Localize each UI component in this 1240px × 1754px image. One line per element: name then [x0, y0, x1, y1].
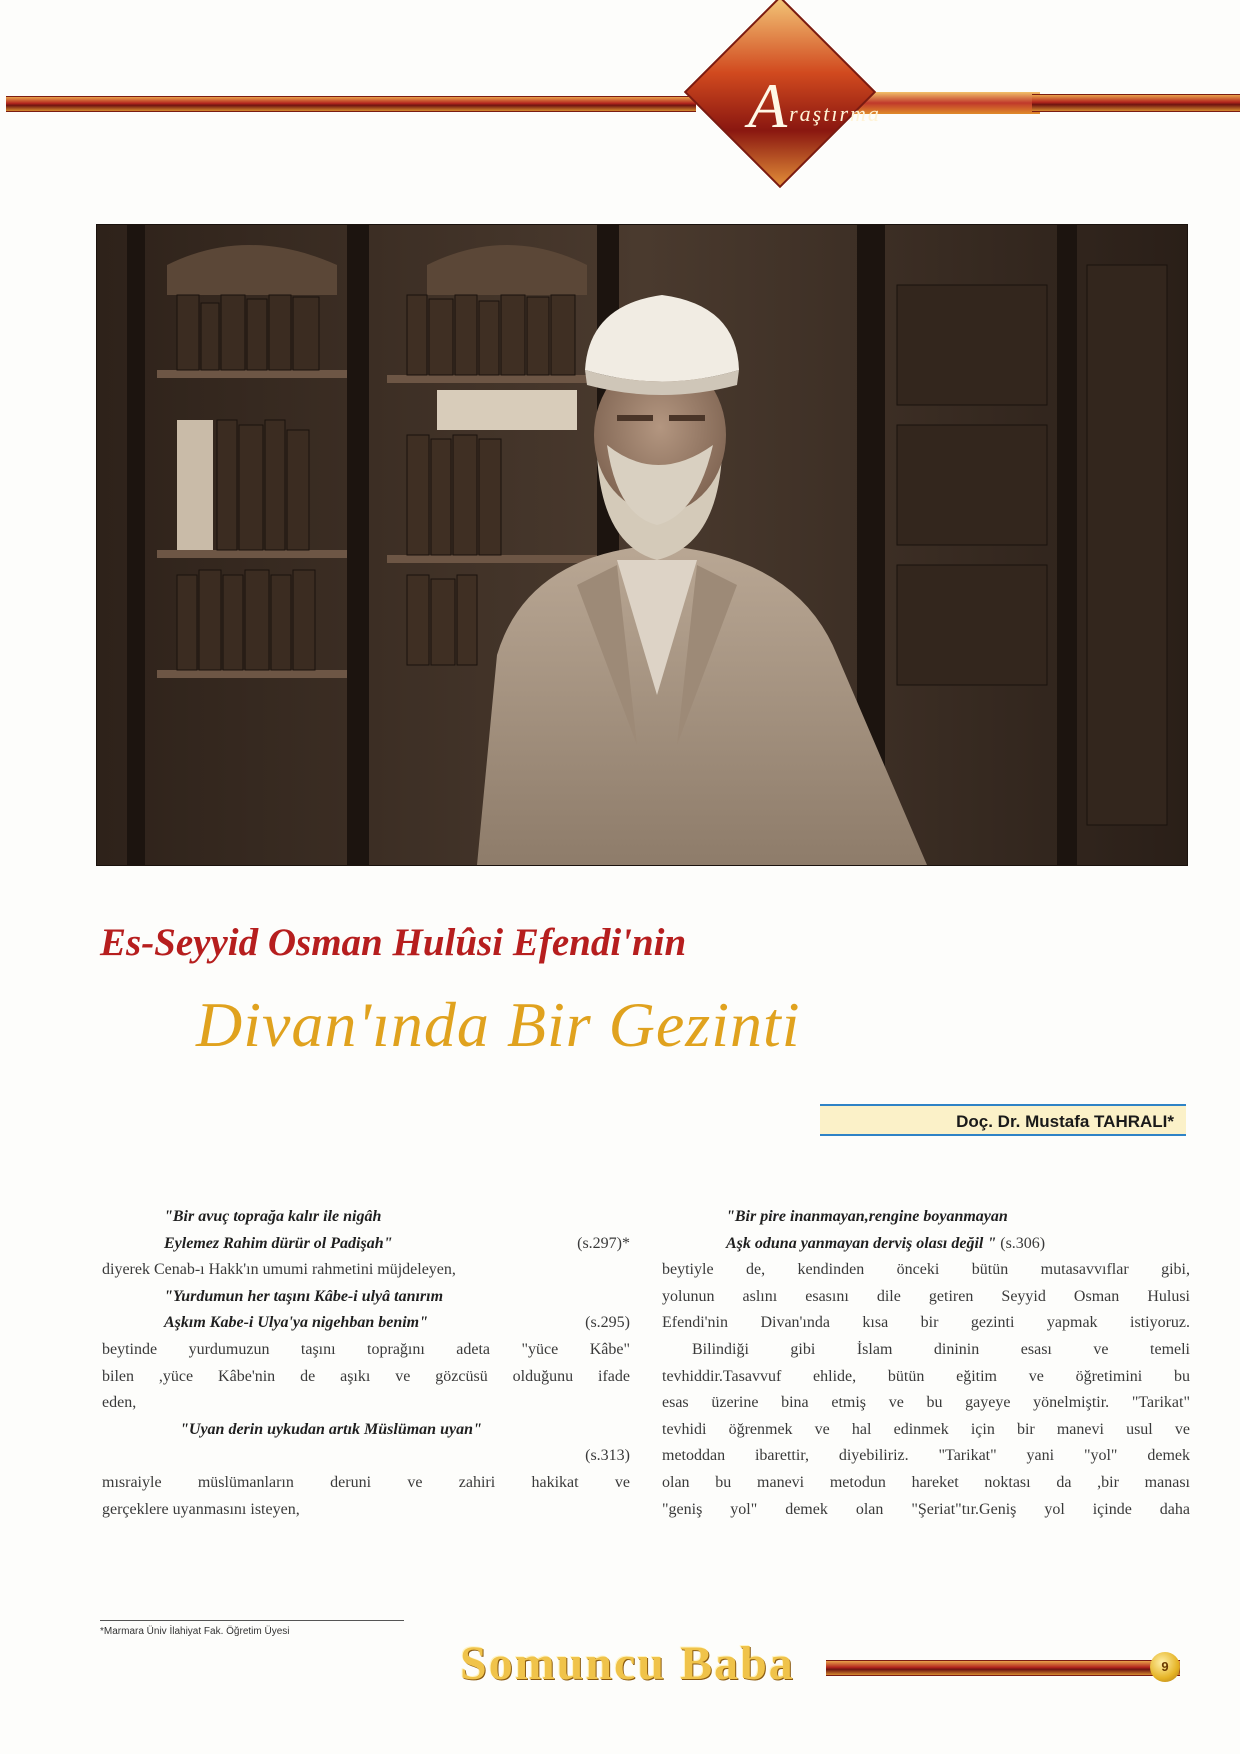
right-line-8: esas üzerine bina etmiş ve bu gayeye yönelmiştir. "Tarikat" [662, 1394, 1190, 1412]
left-line-12: gerçeklere uyanmasını isteyen, [102, 1500, 300, 1518]
left-line-2: Eylemez Rahim dürür ol Padişah" (s.297)* [164, 1234, 630, 1252]
left-line-6: beytinde yurdumuzun taşını toprağını adeta "yüce Kâbe" [102, 1340, 630, 1358]
left-line-9: "Uyan derin uykudan artık Müslüman uyan" [180, 1420, 482, 1438]
left-line-1: "Bir avuç toprağa kalır ile nigâh [164, 1208, 382, 1225]
banner-stripe-left [6, 96, 696, 112]
left-line-4: "Yurdumun her taşını Kâbe-i ulyâ tanırım [164, 1287, 444, 1305]
left-line-10: (s.313) [585, 1447, 630, 1465]
text-column-right [662, 1204, 1190, 1523]
section-initial: A [748, 70, 790, 141]
left-line-11: mısraiyle müslümanların deruni ve zahiri hakikat ve [102, 1473, 630, 1491]
right-line-7: tevhiddir.Tasavvuf ehlide, bütün eğitim ve öğretimini bu [662, 1367, 1190, 1385]
section-label-text: raştırma [789, 101, 881, 126]
right-line-1: "Bir pire inanmayan,rengine boyanmayan [726, 1208, 1008, 1225]
right-line-6: Bilindiği gibi İslam dininin esası ve temeli [692, 1340, 1190, 1358]
page-number: 9 [1150, 1652, 1180, 1682]
text-column-left [102, 1204, 630, 1523]
article-title-line1: Es-Seyyid Osman Hulûsi Efendi'nin [100, 921, 687, 964]
banner-stripe-right [1032, 94, 1240, 112]
left-line-8: eden, [102, 1394, 137, 1412]
right-line-9: tevhidi öğrenmek ve hal edinmek için bir manevi usul ve [662, 1420, 1190, 1438]
right-line-5: Efendi'nin Divan'ında kısa bir gezinti yapmak istiyoruz. [662, 1314, 1190, 1332]
right-line-11: olan bu manevi metodun hareket noktası da ,bir manası [662, 1473, 1190, 1491]
top-banner [0, 84, 1240, 120]
footnote-divider [100, 1620, 404, 1621]
right-line-10: metoddan ibarettir, diyebiliriz. "Tarikat" yani "yol" demek [662, 1447, 1190, 1465]
footnote: *Marmara Üniv İlahiyat Fak. Öğretim Üyesi [100, 1626, 290, 1637]
section-label [748, 70, 988, 141]
right-line-2: Aşk oduna yanmayan derviş olası değil " (s.306) [726, 1234, 1046, 1252]
article-title-line2: Divan'ında Bir Gezinti [196, 989, 801, 1060]
portrait-photo-illustration [97, 225, 1187, 865]
right-line-4: yolunun aslını esasını dile getiren Seyyid Osman Hulusi [662, 1287, 1190, 1305]
portrait-photo [96, 224, 1188, 866]
right-line-3: beytiyle de, kendinden önceki bütün mutasavvıflar gibi, [662, 1261, 1190, 1279]
magazine-brand-logo: Somuncu Baba [454, 1634, 826, 1694]
right-line-12: "geniş yol" demek olan "Şeriat"tır.Geniş yol içinde daha [662, 1500, 1190, 1518]
left-line-3: diyerek Cenab-ı Hakk'ın umumi rahmetini müjdeleyen, [102, 1261, 456, 1279]
left-line-7: bilen ,yüce Kâbe'nin de aşıkı ve gözcüsü olduğunu ifade [102, 1367, 630, 1385]
left-line-5: Aşkım Kabe-i Ulya'ya nigehban benim" (s.295) [164, 1314, 630, 1332]
author-byline: Doç. Dr. Mustafa TAHRALI* [820, 1104, 1186, 1136]
